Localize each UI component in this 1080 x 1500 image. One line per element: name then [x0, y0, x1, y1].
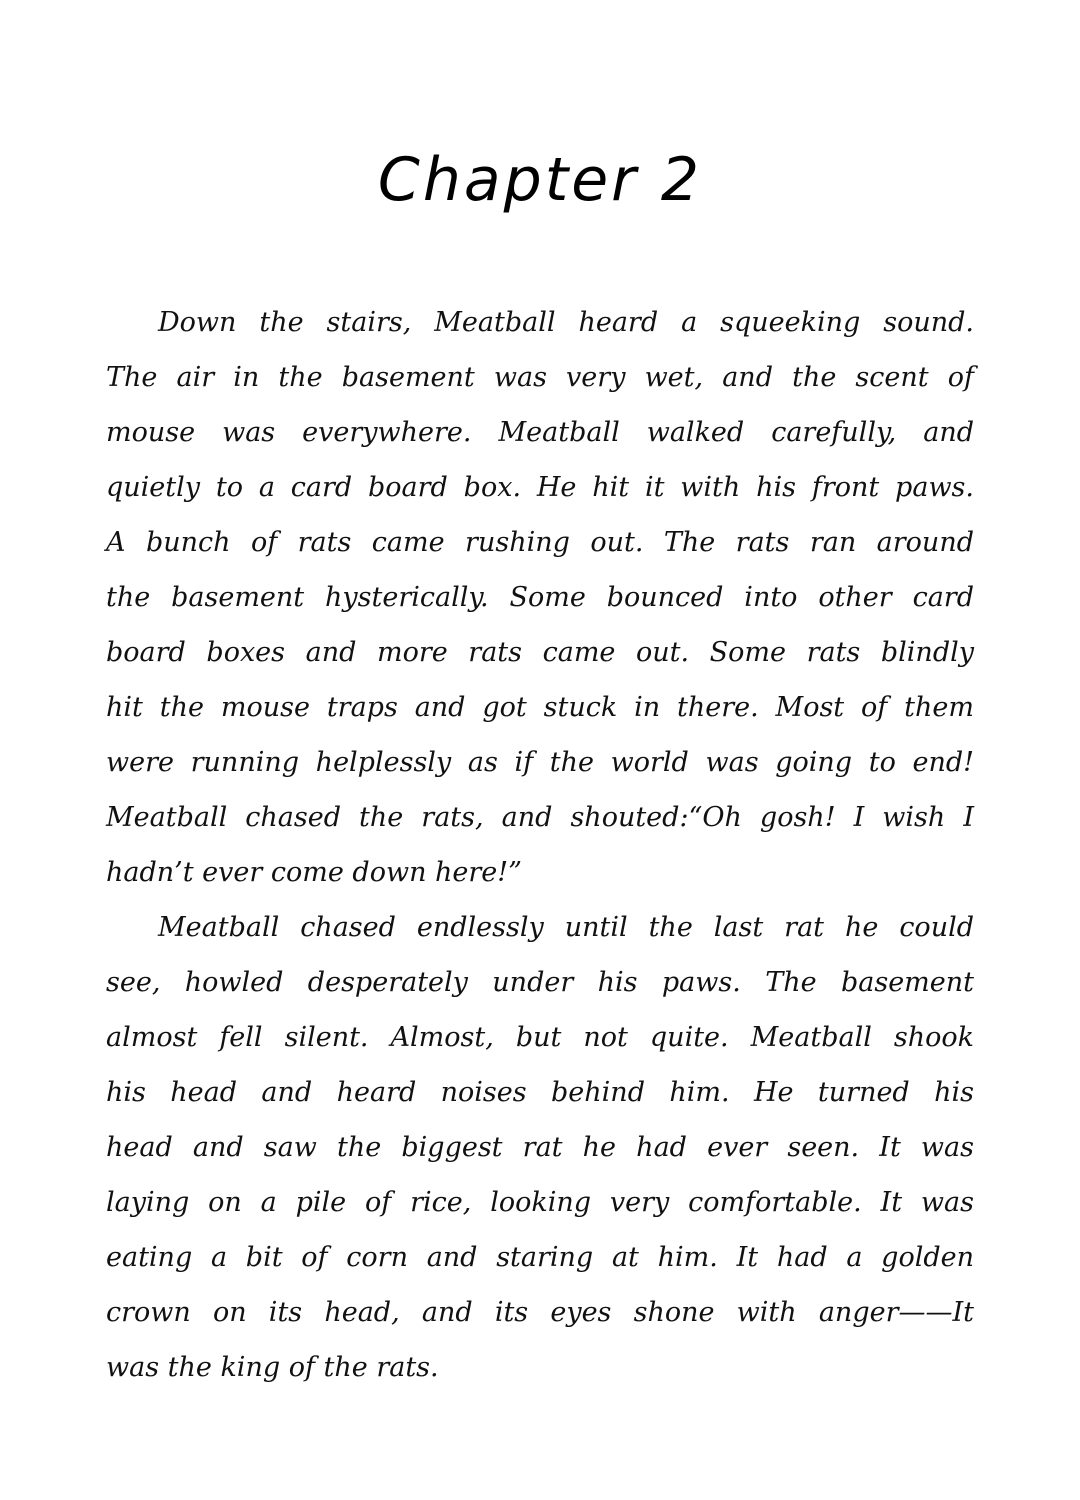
text-line: were running helplessly as if the world was going to end! — [106, 747, 974, 778]
text-line: crown on its head, and its eyes shone with anger——It — [106, 1297, 974, 1328]
text-line: board boxes and more rats came out. Some rats blindly — [106, 637, 974, 668]
text-line: Meatball chased endlessly until the last rat he could — [158, 912, 974, 943]
text-line: eating a bit of corn and staring at him. It had a golden — [106, 1242, 974, 1273]
text-line: hit the mouse traps and got stuck in there. Most of them — [106, 692, 974, 723]
paragraph — [106, 900, 974, 1395]
text-line: laying on a pile of rice, looking very comfortable. It was — [106, 1187, 974, 1218]
text-line: head and saw the biggest rat he had ever seen. It was — [106, 1132, 974, 1163]
chapter-title: Chapter 2 — [377, 145, 703, 215]
text-line: A bunch of rats came rushing out. The rats ran around — [106, 527, 974, 558]
chapter-body — [106, 295, 974, 1395]
text-line: quietly to a card board box. He hit it with his front paws. — [106, 472, 974, 503]
text-line: The air in the basement was very wet, and the scent of — [106, 362, 974, 393]
text-line: Down the stairs, Meatball heard a squeeking sound. — [158, 307, 974, 338]
text-line: see, howled desperately under his paws. The basement — [106, 967, 974, 998]
text-line: was the king of the rats. — [106, 1352, 439, 1383]
text-line: mouse was everywhere. Meatball walked carefully, and — [106, 417, 974, 448]
text-line: hadn’t ever come down here!” — [106, 857, 522, 888]
text-line: Meatball chased the rats, and shouted:“Oh gosh! I wish I — [106, 802, 974, 833]
paragraph — [106, 295, 974, 900]
text-line: almost fell silent. Almost, but not quite. Meatball shook — [106, 1022, 974, 1053]
text-line: his head and heard noises behind him. He turned his — [106, 1077, 974, 1108]
text-line: the basement hysterically. Some bounced into other card — [106, 582, 974, 613]
